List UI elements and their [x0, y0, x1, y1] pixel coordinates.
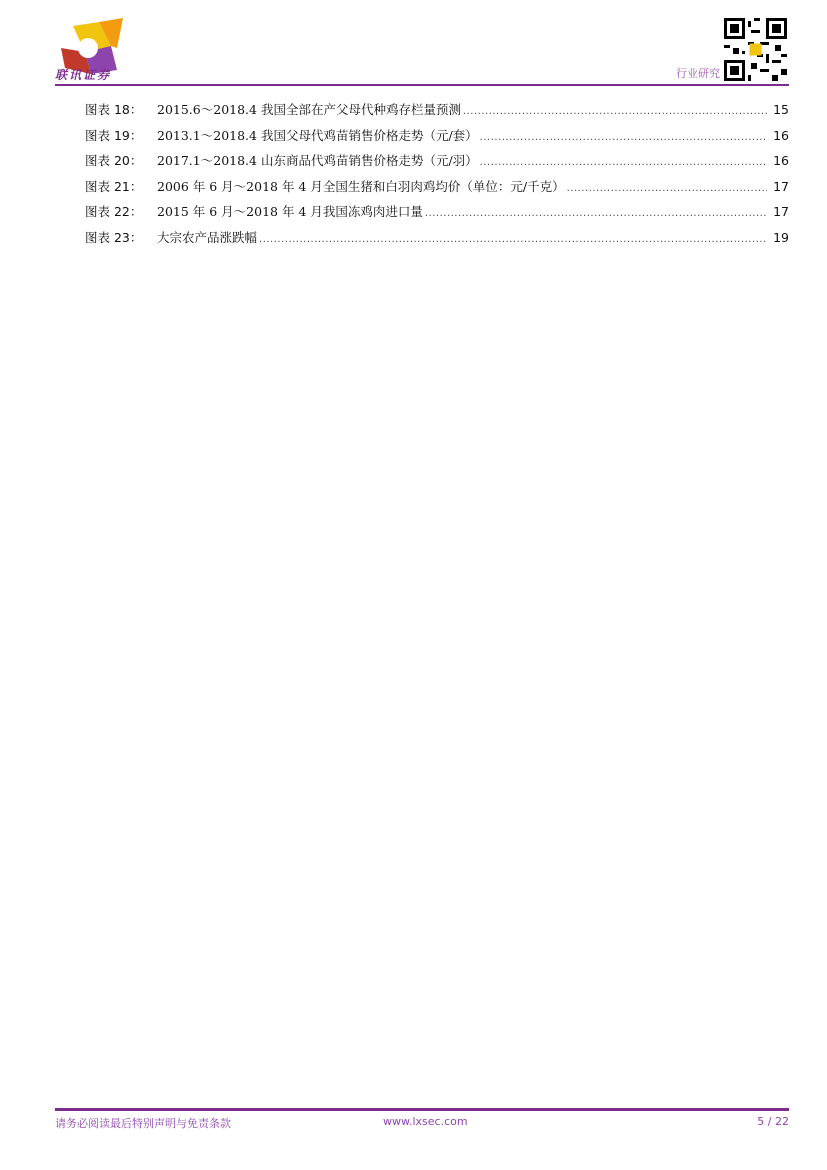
- dot-leader: [480, 150, 767, 176]
- qr-code-icon: [724, 18, 787, 81]
- toc-entry-title: 2006 年 6 月～2018 年 4 月全国生猪和白羽肉鸡均价（单位：元/千克）: [157, 178, 565, 194]
- toc-entry-label: 图表 20：: [85, 153, 143, 169]
- toc-entry-title: 2015.6～2018.4 我国全部在产父母代种鸡存栏量预测: [157, 102, 461, 117]
- toc-entry-title: 大宗农产品涨跌幅: [157, 229, 258, 245]
- toc-entry-page: 17: [773, 178, 789, 194]
- dot-leader: [463, 99, 767, 125]
- company-name: 联讯证券: [55, 68, 112, 82]
- disclaimer-link[interactable]: 请务必阅读最后特别声明与免责条款: [55, 1117, 231, 1130]
- toc-entry-title: 2017.1～2018.4 山东商品代鸡苗销售价格走势（元/羽）: [157, 153, 478, 169]
- toc-entry-label: 图表 19：: [85, 127, 143, 143]
- toc-entry-page: 17: [773, 204, 789, 220]
- toc-entry[interactable]: [85, 199, 789, 225]
- toc-entry-label: 图表 23：: [85, 229, 143, 245]
- toc-entry[interactable]: [85, 174, 789, 200]
- toc-entry[interactable]: [85, 123, 789, 149]
- section-label: 行业研究: [676, 67, 720, 80]
- toc-entry-page: 16: [773, 127, 789, 143]
- toc-entry[interactable]: [85, 97, 789, 123]
- toc-entry-page: 15: [773, 102, 789, 117]
- toc-entry-label: 图表 21：: [85, 178, 143, 194]
- page-indicator: 5 / 22: [757, 1115, 789, 1128]
- toc-entry-title: 2015 年 6 月～2018 年 4 月我国冻鸡肉进口量: [157, 204, 423, 220]
- toc-entry[interactable]: [85, 225, 789, 251]
- figure-list: [85, 97, 789, 251]
- toc-entry-label: 图表 18：: [85, 102, 143, 117]
- footer-divider: [55, 1108, 789, 1111]
- website-link[interactable]: www.lxsec.com: [383, 1115, 468, 1128]
- dot-leader: [259, 227, 767, 253]
- toc-entry-title: 2013.1～2018.4 我国父母代鸡苗销售价格走势（元/套）: [157, 127, 478, 143]
- dot-leader: [567, 176, 767, 202]
- toc-entry[interactable]: [85, 148, 789, 174]
- toc-entry-page: 16: [773, 153, 789, 169]
- dot-leader: [425, 201, 767, 227]
- header-divider: [55, 84, 789, 86]
- toc-entry-page: 19: [773, 229, 789, 245]
- dot-leader: [480, 125, 767, 151]
- toc-entry-label: 图表 22：: [85, 204, 143, 220]
